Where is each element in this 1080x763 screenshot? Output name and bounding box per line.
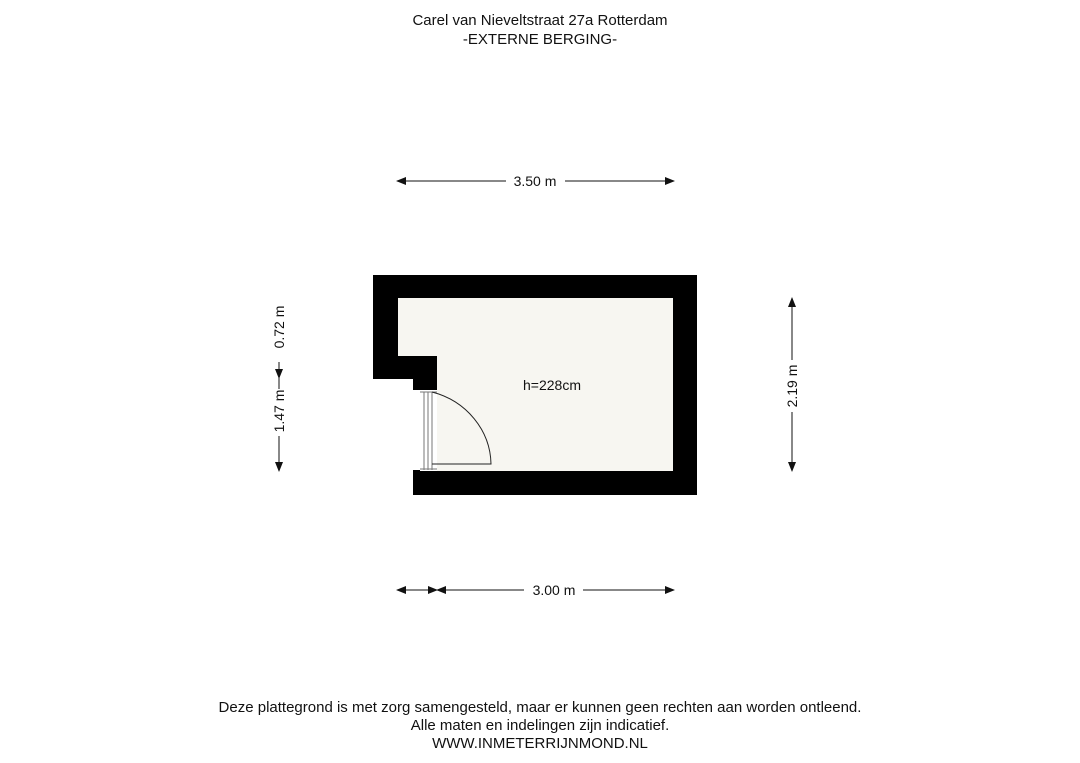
dim-top [397,173,674,189]
dim-right [784,298,800,471]
website-url: WWW.INMETERRIJNMOND.NL [432,735,648,752]
disclaimer-line-1: Deze plattegrond is met zorg samengesteld, maar er kunnen geen rechten aan worden ontleend. [218,699,862,716]
dim-left [271,306,287,471]
address-title: Carel van Nieveltstraat 27a Rotterdam [412,12,668,29]
dim-bottom-label: 3.00 m [532,582,576,598]
disclaimer-line-2: Alle maten en indelingen zijn indicatief. [410,717,670,734]
room-subtitle: -EXTERNE BERGING- [462,31,618,48]
dim-bottom [397,582,674,598]
dim-left-lower-label: 1.47 m [271,389,287,433]
dim-top-label: 3.50 m [513,173,557,189]
dim-left-upper-label: 0.72 m [271,305,287,349]
dim-right-label: 2.19 m [784,364,800,408]
room-height-label: h=228cm [523,377,581,393]
